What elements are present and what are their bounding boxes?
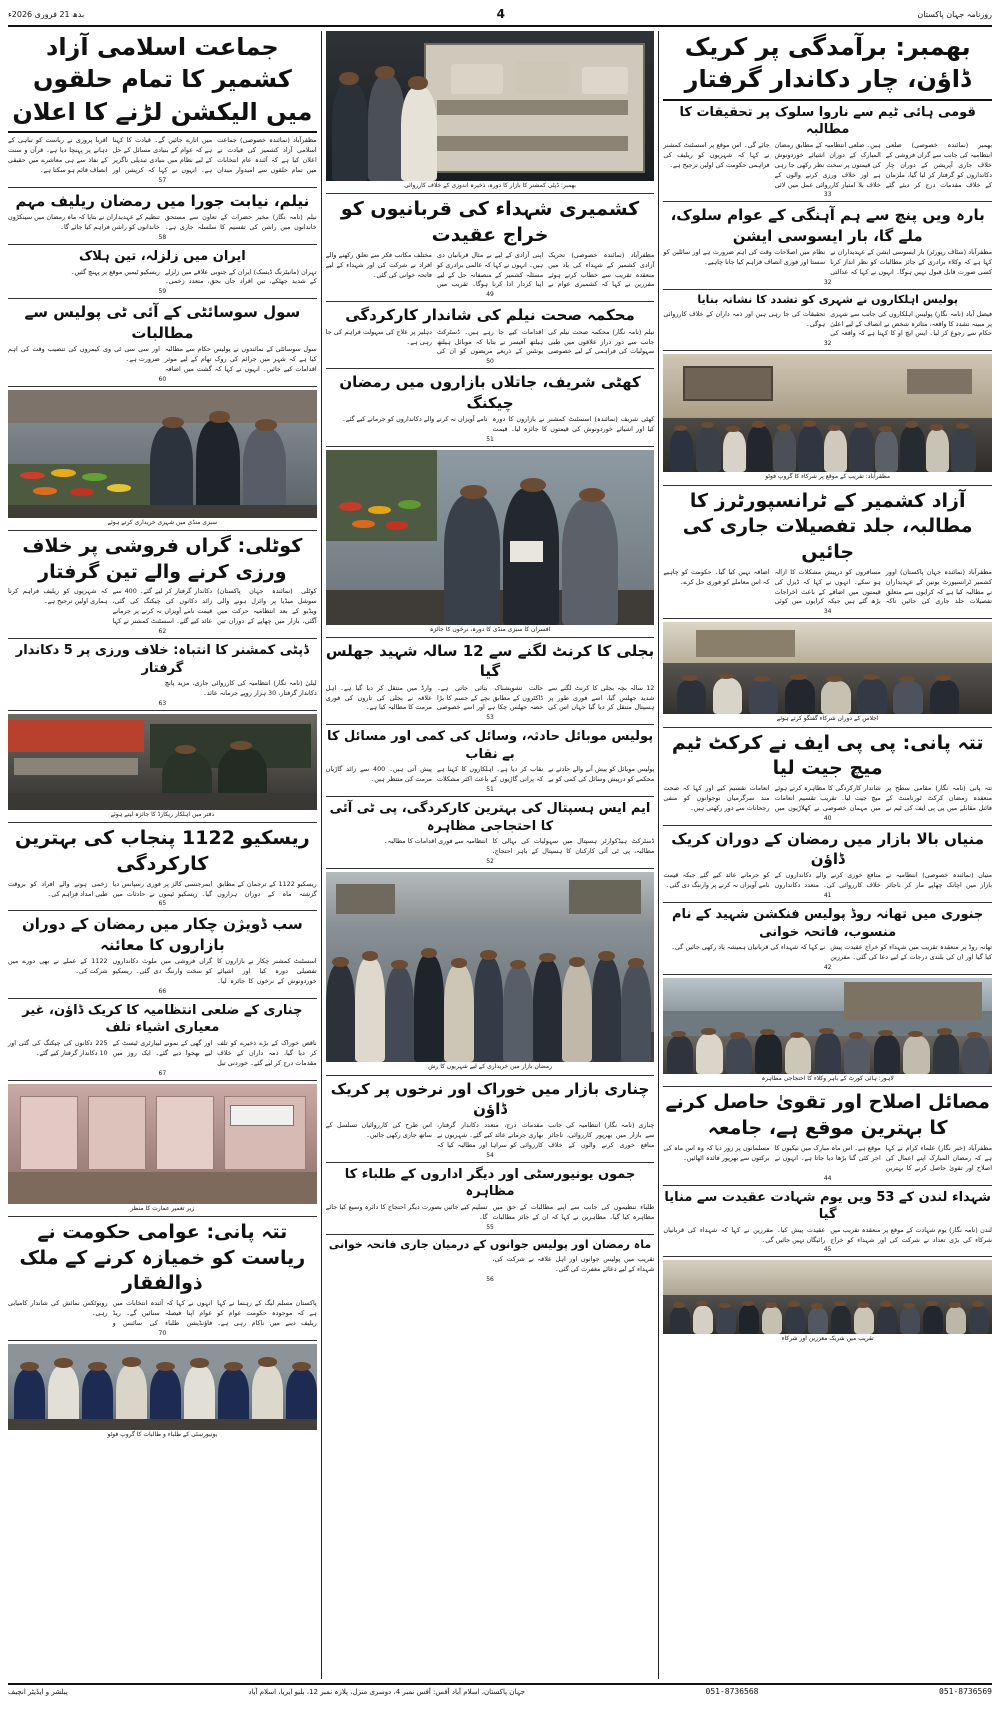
headline: بارہ ویں پنچ سے ہم آہنگی کے عوام سلوک، ملے گا، بار ایسوسی ایشن: [670, 206, 985, 245]
article-tag: 52: [486, 858, 494, 866]
page-number: 4: [496, 7, 505, 21]
article-body: پاکستان مسلم لیگ کے رہنما نے کہا ہے کہ موجودہ حکومت عوام کو ریلیف دینے میں ناکام رہی ہے۔ انہوں نے کہا کہ آئندہ انتخابات میں عوام اپنا فیصلہ سنائیں گے۔ ریڈ فاؤنڈیشن طلباء کی سائنس و روبوٹکس نمائش کی شاندار کامیابی رہی۔: [8, 1298, 317, 1327]
article-tag: 65: [158, 900, 167, 908]
article-r12: [663, 1189, 992, 1258]
headline: نیلم، نیابت جورا میں رمضان ریلیف مہم: [15, 191, 310, 210]
article-body: 12 سالہ بچہ بجلی کا کرنٹ لگنے سے شدید جھلس گیا، اسے فوری طور پر ہسپتال منتقل کر دیا گیا جہاں اس کی حالت تشویشناک بتائی جاتی ہے۔ ڈاکٹروں کے مطابق بچے کے جسم کا بڑا حصہ جھلس چکا ہے اور اسے خصوصی وارڈ میں منتقل کر دیا گیا ہے۔ اہل علاقہ نے بجلی کی تاروں کی فوری مرمت کا مطالبہ کیا ہے۔: [325, 683, 655, 712]
students-group: [8, 1344, 317, 1430]
article-body: کھٹی شریف (نمائندہ) اسسٹنٹ کمشنر نے بازاروں کا دورہ کیا اور اشیائے خوردونوش کی قیمتوں کا جائزہ لیا۔ قیمت نامے آویزاں نہ کرنے والے دکانداروں کو جرمانے کیے گئے۔: [342, 414, 655, 433]
photo-block-m1: [326, 31, 655, 194]
article-tag: 49: [486, 291, 494, 299]
article-r3: [663, 293, 992, 352]
photo-caption: لاہور: ہائی کورٹ کے باہر وکلاء کا احتجاجی مظاہرہ: [761, 1075, 894, 1083]
article-tag: 53: [486, 714, 494, 722]
article-l9: [8, 826, 317, 911]
article-m3: [326, 305, 655, 369]
column-middle: [326, 31, 655, 1679]
article-tag: 54: [486, 1151, 494, 1159]
article-l13: [8, 1220, 317, 1341]
article-body: ناقص خوراک کے بڑے ذخیرے کو تلف کر دیا گیا، ذمہ داران کے خلاف مقدمات درج کر لیے گئے۔ خوردنی تیل اور گھی کے نمونے لیبارٹری ٹیسٹ کے لیے بھجوا دیے گئے۔ ایک روز میں 225 دکانوں کی چیکنگ کی گئی اور 10 دکاندار گرفتار کیے گئے۔: [8, 1038, 317, 1067]
article-l4: [8, 302, 317, 386]
headline: تتہ پانی: پی پی ایف نے کرکٹ ٹیم میچ جیت لیا: [671, 731, 984, 780]
article-tag: 63: [158, 699, 167, 707]
article-tag: 41: [823, 892, 832, 900]
photo-caption: اجلاس کے دوران شرکاء گفتگو کرتے ہوئے: [776, 715, 879, 723]
photo-caption: مظفرآباد: تقریب کے موقع پر شرکاء کا گروپ فوٹو: [765, 473, 891, 481]
footer-phone-left: 051-8736569: [939, 1687, 992, 1696]
column-left: [8, 31, 317, 1679]
page-grid: [8, 31, 992, 1679]
photo-block-r10: [663, 978, 992, 1087]
photo-block-l12: [8, 1084, 317, 1217]
headline: جموں یونیورسٹی اور دیگر اداروں کے طلباء کا مظاہرہ: [344, 1166, 636, 1200]
photo-block-r4: [663, 354, 992, 485]
article-tag: 34: [823, 608, 832, 616]
headline: کوٹلی: گراں فروشی پر خلاف ورزی کرنے والے تین گرفتار: [22, 535, 303, 583]
article-tag: 45: [823, 1246, 832, 1254]
footer-address: جہان پاکستان، اسلام آباد آفس: آفس نمبر 4، دوسری منزل، پلازہ نمبر 12، بلیو ایریا، اسلام آباد: [248, 1687, 525, 1696]
article-tag: 50: [486, 358, 494, 366]
headline: بھمبر: برآمدگی پر کریک ڈاؤن، چار دکاندار گرفتار: [684, 33, 971, 94]
article-tag: 58: [158, 233, 167, 241]
article-body: چناری (نامہ نگار) انتظامیہ کی جانب سے بازار میں بھرپور کارروائی، ناجائز منافع خوری کرنے والوں کے خلاف مقدمات درج، متعدد دکاندار گرفتار، بھاری جرمانے عائد کیے گئے۔ شہریوں نے کارروائی کو سراہا اور مطالبہ کیا کہ اس طرح کی کارروائیاں تسلسل کے ساتھ جاری رکھی جائیں۔: [325, 1121, 655, 1149]
article-m6: [326, 641, 655, 725]
article-body: ڈسٹرکٹ ہیڈکوارٹر ہسپتال میں سہولیات کی بہالی کا مطالبہ، پی ٹی آئی کارکنان کا ہسپتال کے باہر احتجاج، انتظامیہ سے فوری اقدامات کا مطالبہ۔: [383, 837, 655, 856]
photo-block-m9: [326, 872, 655, 1075]
masthead-date: بدھ 21 فروری 2026ء: [8, 9, 85, 19]
headline: کھٹی شریف، جاتلاں بازاروں میں رمضان چیکنگ: [339, 373, 641, 412]
subheadline: قومی ہائی ٹیم سے ناروا سلوک پر تحقیقات کا مطالبہ: [679, 104, 976, 138]
article-m12: [326, 1238, 655, 1286]
article-body: طلباء تنظیموں کی جانب سے اپنے مطالبات کے حق میں مظاہرہ کیا گیا۔ مظاہرین نے کہا کہ ان کے جائز مطالبات تسلیم کیے جائیں بصورت دیگر احتجاج کا دائرہ وسیع کیا جائے گا۔: [325, 1203, 655, 1221]
article-tag: 59: [158, 288, 167, 296]
headline: سول سوسائٹی کے آئی ٹی پولیس سے مطالبات: [24, 303, 301, 342]
photo-caption: افسران کا سبزی منڈی کا دورہ، نرخوں کا جائزہ: [429, 625, 551, 633]
article-body: تہران (مانیٹرنگ ڈیسک) ایران کے جنوبی علاقے میں زلزلے کے شدید جھٹکے، تین افراد جاں بحق، متعدد زخمی۔ ریسکیو ٹیمیں موقع پر پہنچ گئیں۔: [70, 267, 317, 286]
article-m11: [326, 1166, 655, 1235]
article-tag: 32: [823, 278, 832, 286]
article-tag: 67: [158, 1069, 167, 1077]
article-r7: [663, 731, 992, 826]
article-l7: [8, 642, 317, 711]
headline: تتہ پانی: عوامی حکومت نے ریاست کو خمیازہ کرنے کے ملک ذوالفقار: [19, 1220, 306, 1295]
article-body: منیاں (نمائندہ خصوصی) انتظامیہ نے بازار میں اچانک چھاپے مار کر ناجائز منافع خوری کرنے والے دکانداروں کے خلاف کارروائی کی۔ متعدد دکانداروں کو جرمانے عائد کیے گئے جبکہ قیمت نامے آویزاں نہ کرنے پر وارننگ دی گئی۔: [663, 871, 992, 890]
photo-caption: بھمبر: ڈپٹی کمشنر کا بازار کا دورہ، ذخیرہ اندوزی کے خلاف کارروائی: [404, 182, 576, 189]
article-tag: 42: [823, 964, 832, 972]
truck-inspection: [326, 31, 655, 181]
article-tag: 60: [158, 375, 167, 383]
article-tag: 56: [486, 1275, 494, 1283]
article-tag: 66: [158, 987, 167, 995]
headline: کشمیری شہداء کی قربانیوں کو خراج عقیدت: [340, 198, 640, 247]
article-body: تتہ پانی (نامہ نگار) مقامی سطح پر منعقدہ رمضان کرکٹ ٹورنامنٹ کے فائنل مقابلے میں پی پی ایف کی ٹیم نے شاندار کارکردگی کا مظاہرہ کرتے ہوئے میچ جیت لیا۔ تقریب تقسیم انعامات میں مہمان خصوصی نے کھلاڑیوں میں انعامات تقسیم کیے اور کہا کہ صحت مند سرگرمیاں نوجوانوں کو منفی رجحانات سے دور رکھتی ہیں۔: [663, 784, 992, 812]
article-tag: 44: [823, 1174, 832, 1182]
column-divider: [658, 31, 659, 1679]
article-tag: 33: [823, 191, 832, 199]
footer-phone-right: 051-8736568: [705, 1687, 759, 1696]
article-r11: [663, 1090, 992, 1185]
headline: جنوری میں تھانہ روڈ پولیس فنکشن شہید کے نام منسوب، فاتحہ خوانی: [672, 907, 984, 940]
article-m2: [326, 197, 655, 302]
article-tag: 40: [823, 814, 832, 822]
photo-caption: تقریب میں شریک معززین اور شرکاء: [781, 1335, 874, 1343]
construction-site: [8, 1084, 317, 1204]
article-body: مظفرآباد (سٹاف رپورٹر) بار ایسوسی ایشن کے عہدیداران نے کہا ہے کہ وکلاء برادری کے جائز مطالبات کو نظر انداز کرنا کسی صورت قابل قبول نہیں ہوگا۔ انہوں نے کہا کہ عدالتی نظام میں اصلاحات وقت کی اہم ضرورت ہے اور سائلین کو سستا اور فوری انصاف فراہم کیا جانا چاہیے۔: [663, 247, 992, 276]
article-body: مظفرآباد (خبر نگار) علماء کرام نے کہا ہے کہ رمضان المبارک اپنے اعمال کی اصلاح اور تقویٰ حاصل کرنے کا بہترین موقع ہے۔ اس ماہ مبارک میں نیکیوں کا اجر کئی گنا بڑھا دیا جاتا ہے۔ انہوں نے مسلمانوں پر زور دیا کہ وہ اس ماہ کی برکتوں سے بھرپور فائدہ اٹھائیں۔: [663, 1143, 992, 1172]
photo-block-r6: [663, 622, 992, 727]
photo-caption: رمضان بازار میں خریداری کے لیے شہریوں کا رش: [428, 1063, 552, 1071]
article-tag: 32: [823, 340, 832, 348]
headline: پولیس موبائل حادثہ، وسائل کی کمی اور مسائل کا بے نقاب: [326, 729, 654, 762]
article-r1: [663, 31, 992, 202]
headline: بجلی کا کرنٹ لگنے سے 12 سالہ شہید جھلس گیا: [325, 642, 655, 681]
article-body: کوٹلی (نمائندہ جہان پاکستان) سوشل میڈیا پر وائرل ہونے والی ویڈیو کے بعد انتظامیہ حرکت میں آگئی، بازار میں چھاپے کے دوران تین دکاندار گرفتار کر لیے گئے۔ 400 سے زائد دکانوں کی چیکنگ کی گئی، قیمت نامے آویزاں نہ کرنے پر جرمانے عائد کیے گئے۔ اسسٹنٹ کمشنر نے کہا کہ شہریوں کو ریلیف فراہم کرنا ہماری اولین ترجیح ہے۔: [8, 587, 317, 626]
headline: ماہ رمضان اور پولیس جوانوں کے درمیان جاری فاتحہ خوانی: [328, 1237, 652, 1251]
article-body: نیلم (نامہ نگار) مخیر حضرات کے تعاون سے مستحق خاندانوں میں راشن کی تقسیم کا سلسلہ جاری ہے۔ تنظیم کے عہدیداران نے بتایا کہ ماہ رمضان میں سینکڑوں خاندانوں کو راشن فراہم کیا جائے گا۔: [8, 213, 317, 232]
article-l10: [8, 914, 317, 998]
article-body: فیصل آباد (نامہ نگار) پولیس اہلکاروں کی جانب سے شہری پر مبینہ تشدد کا واقعہ، متاثرہ شخص نے انصاف کے لیے اعلیٰ حکام سے رجوع کر لیا۔ ایس ایچ او کا کہنا ہے کہ واقعہ کی تحقیقات کی جا رہی ہیں اور ذمہ داران کے خلاف کارروائی ہوگی۔: [663, 309, 992, 338]
article-r5: [663, 489, 992, 620]
article-m7: [326, 728, 655, 797]
article-body: مظفرآباد (نمائندہ خصوصی) جماعت اسلامی آزاد کشمیر کی قیادت نے اعلان کیا ہے کہ آئندہ عام انتخابات میں تمام حلقوں سے امیدوار میدان میں اتارے جائیں گے۔ قیادت کا کہنا ہے کہ عوام کے بنیادی مسائل کے حل کے لیے نظام میں بنیادی تبدیلی ناگزیر ہے۔ انہوں نے کہا کہ کرپشن اور اقربا پروری نے ریاست کو تباہی کے دہانے پر پہنچا دیا ہے۔ قرآن و سنت کے نفاذ سے ہی معاشرے میں حقیقی انصاف قائم ہو سکتا ہے۔: [8, 136, 317, 174]
photo-block-l8: [8, 714, 317, 823]
article-r2: [663, 205, 992, 289]
headline: منیاں بالا بازار میں رمضان کے دوران کریک ڈاؤن: [671, 829, 985, 869]
article-body: لندن (نامہ نگار) یوم شہادت کے موقع پر منعقدہ تقریب میں شرکاء کی بڑی تعداد نے شرکت کی اور شہداء کو خراج عقیدت پیش کیا۔ مقررین نے کہا کہ شہداء کی قربانیاں رائیگاں نہیں جائیں گی۔: [663, 1225, 992, 1244]
headline: چناری بازار میں خوراک اور نرخوں پر کریک ڈاؤن: [330, 1079, 650, 1118]
article-tag: 62: [158, 627, 167, 635]
divider: [663, 99, 992, 101]
headline: ریسکیو 1122 پنجاب کی بہترین کارکردگی: [15, 827, 310, 875]
page-footer: [8, 1683, 992, 1696]
headline: آزاد کشمیر کے ٹرانسپورٹرز کا مطالبہ، جلد تفصیلات جاری کی جائیں: [682, 489, 973, 564]
article-body: تقریب میں پولیس جوانوں اور اہل علاقہ نے شرکت کی، شہداء کے لیے دعائے مغفرت کی گئی۔: [492, 1254, 655, 1273]
photo-block-l5: [8, 390, 317, 531]
indoor-meeting: [663, 622, 992, 714]
photo-block-m5: [326, 450, 655, 638]
masthead: [8, 6, 992, 27]
column-right: [663, 31, 992, 1679]
photo-block-l14: [8, 1344, 317, 1442]
divider: [8, 131, 317, 133]
photo-caption: سبزی منڈی میں شہری خریداری کرتے ہوئے: [107, 518, 218, 526]
article-body: ریسکیو 1122 کے ترجمان کے مطابق گزشتہ ماہ کے دوران ہزاروں ایمرجنسی کالز پر فوری رسپانس دیا گیا۔ ریسکیو ٹیموں نے حادثات میں زخمی ہونے والے افراد کو بروقت طبی امداد فراہم کی۔: [8, 879, 317, 898]
headline: سب ڈویژن چکار میں رمضان کے دوران بازاروں کا معائنہ: [22, 915, 303, 954]
headline: ایم ایس ہسپتال کی بہترین کارکردگی، پی ٹی آئی کا احتجاجی مظاہرہ: [329, 801, 651, 834]
headline: شہداء لندن کے 53 ویں یوم شہادت عقیدت سے منایا گیا: [664, 1189, 991, 1223]
article-m4: [326, 372, 655, 446]
market-visit-officials: [326, 450, 655, 625]
article-body: پولیس موبائل کو پیش آنے والے حادثے نے محکمے کو درپیش وسائل کی کمی کو بے نقاب کر دیا ہے۔ اہلکاروں کا کہنا ہے کہ پرانی گاڑیوں کے باعث اکثر مشکلات پیش آتی ہیں۔ 400 سے زائد گاڑیاں مرمت کی منتظر ہیں۔: [325, 765, 655, 784]
article-r8: [663, 829, 992, 903]
article-body: لیلیٰ (نامہ نگار) انتظامیہ کی کارروائی جاری، مزید پانچ دکاندار گرفتار، 30 ہزار روپے جرمانہ عائد۔: [164, 679, 317, 697]
headline: جماعت اسلامی آزاد کشمیر کا تمام حلقوں میں الیکشن لڑنے کا اعلان: [12, 33, 313, 126]
article-tag: 57: [158, 176, 167, 184]
photo-caption: یونیورسٹی کے طلباء و طالبات کا گروپ فوٹو: [107, 1430, 218, 1438]
photo-caption: زیر تعمیر عمارت کا منظر: [130, 1204, 195, 1212]
column-divider-2: [321, 31, 322, 1679]
article-body: مظفرآباد (نمائندہ خصوصی) تحریک آزادی کشمیر کے شہداء کی یاد میں منعقدہ تقریب سے خطاب کرتے ہوئے مقررین نے کہا کہ کشمیری عوام نے اپنی آزادی کے لیے بے مثال قربانیاں دی ہیں۔ انہوں نے کہا کہ عالمی برادری کو مسئلہ کشمیر کے منصفانہ حل کے لیے اپنا کردار ادا کرنا ہوگا۔ تقریب میں مختلف مکاتب فکر سے تعلق رکھنے والے افراد نے شرکت کی اور شہداء کے لیے فاتحہ خوانی کی گئی۔: [325, 250, 655, 289]
article-m8: [326, 800, 655, 869]
vegetable-market: [8, 390, 317, 518]
office-interior: [8, 714, 317, 810]
headline: محکمہ صحت نیلم کی شاندار کارکردگی: [345, 306, 635, 325]
article-body: اسسٹنٹ کمشنر چکار نے بازاروں کا تفصیلی دورہ کیا اور اشیائے خوردونوش کے نرخوں کا جائزہ لیا۔ گراں فروشی میں ملوث دکانداروں کو سخت وارننگ دی گئی۔ ریسکیو 1122 کے عملے نے بھی دورے میں شرکت کی۔: [8, 956, 317, 985]
footer-publisher: پبلشر و ایڈیٹر انچیف: [8, 1687, 68, 1696]
headline: ڈپٹی کمشنر کا انتباہ: خلاف ورزی پر 5 دکاندار گرفتار: [15, 642, 309, 676]
article-l11: [8, 1002, 317, 1081]
gathering-hall-wide: [663, 1260, 992, 1334]
article-body: مظفرآباد (نمائندہ جہان پاکستان) اوور کشمیر ٹرانسپورٹ یونین کے عہدیداران نے مطالبہ کیا ہے کہ کرایوں سے متعلق تفصیلات جلد جاری کی جائیں تاکہ مسافروں کو درپیش مشکلات کا ازالہ ہو سکے۔ انہوں نے کہا کہ ڈیزل کی قیمتوں میں اضافے کے باعث اخراجات بڑھ گئے ہیں جبکہ کرایوں میں کوئی اضافہ نہیں کیا گیا۔ حکومت کو چاہیے کہ اس معاملے کو فوری حل کرے۔: [663, 567, 992, 606]
bazaar-crowd: [326, 872, 655, 1062]
article-tag: 51: [486, 786, 494, 794]
photo-block-r13: [663, 1260, 992, 1346]
masthead-publication: روزنامہ جہان پاکستان: [917, 9, 992, 19]
group-photo-hall: [663, 354, 992, 472]
article-body: تھانہ روڈ پر منعقدہ تقریب میں شہداء کو خراج عقیدت پیش کیا گیا اور ان کی بلندی درجات کے لیے دعا کی گئی۔ مقررین نے کہا کہ شہداء کی قربانیاں ہمیشہ یاد رکھی جائیں گی۔: [671, 943, 992, 962]
article-l1: [8, 31, 317, 188]
article-tag: 70: [158, 1329, 167, 1337]
headline: مصائل اصلاح اور تقویٰ حاصل کرنے کا بہترین موقع ہے، جامعہ: [665, 1091, 990, 1140]
article-l2: [8, 191, 317, 245]
photo-caption: دفتر میں اہلکار ریکارڈ کا جائزہ لیتے ہوئے: [110, 810, 215, 818]
article-tag: 55: [486, 1223, 494, 1231]
article-l3: [8, 248, 317, 299]
article-body: بھمبر (نمائندہ خصوصی) ضلعی انتظامیہ کی جانب سے گراں فروشی کے خلاف جاری آپریشن کے دوران چار دکانداروں کو گرفتار کر لیا گیا، ملزمان کے خلاف مقدمات درج کر دیئے گئے ہیں۔ ضلعی انتظامیہ کے مطابق رمضان المبارک کے دوران اشیائے خوردونوش کی قیمتوں پر سخت نظر رکھی جا رہی ہے اور خلاف ورزی کرنے والوں کے خلاف بلا امتیاز کارروائی عمل میں لائی جائے گی۔ اس موقع پر اسسٹنٹ کمشنر نے کہا کہ شہریوں کو ریلیف کی فراہمی حکومت کی اولین ترجیح ہے۔: [663, 140, 992, 189]
article-body: سول سوسائٹی کے نمائندوں نے پولیس حکام سے مطالبہ کیا ہے کہ شہر میں جرائم کی روک تھام کے لیے موثر اقدامات کیے جائیں۔ انہوں نے کہا کہ گشت میں اضافہ اور سی سی ٹی وی کیمروں کی تنصیب وقت کی اہم ضرورت ہے۔: [8, 344, 317, 373]
article-m10: [326, 1079, 655, 1163]
headline: چناری کے ضلعی انتظامیہ کا کریک ڈاؤن، غیر معیاری اشیاء تلف: [22, 1002, 303, 1036]
article-l6: [8, 534, 317, 639]
article-body: نیلم (نامہ نگار) محکمہ صحت نیلم کی جانب سے دور دراز علاقوں میں طبی سہولیات کی فراہمی کے لیے خصوصی اقدامات کیے جا رہے ہیں۔ ڈسٹرکٹ ہیلتھ آفیسر نے بتایا کہ موبائل ہیلتھ یونٹس کے ذریعے مریضوں کو ان کی دہلیز پر علاج کی سہولت فراہم کی جا رہی ہے۔: [325, 327, 655, 356]
crowd-outdoor: [663, 978, 992, 1074]
article-r9: [663, 906, 992, 975]
headline: ایران میں زلزلہ، تین ہلاک: [79, 248, 246, 264]
article-tag: 51: [486, 435, 494, 443]
headline: پولیس اہلکاروں نے شہری کو تشدد کا نشانہ بنایا: [697, 292, 958, 306]
